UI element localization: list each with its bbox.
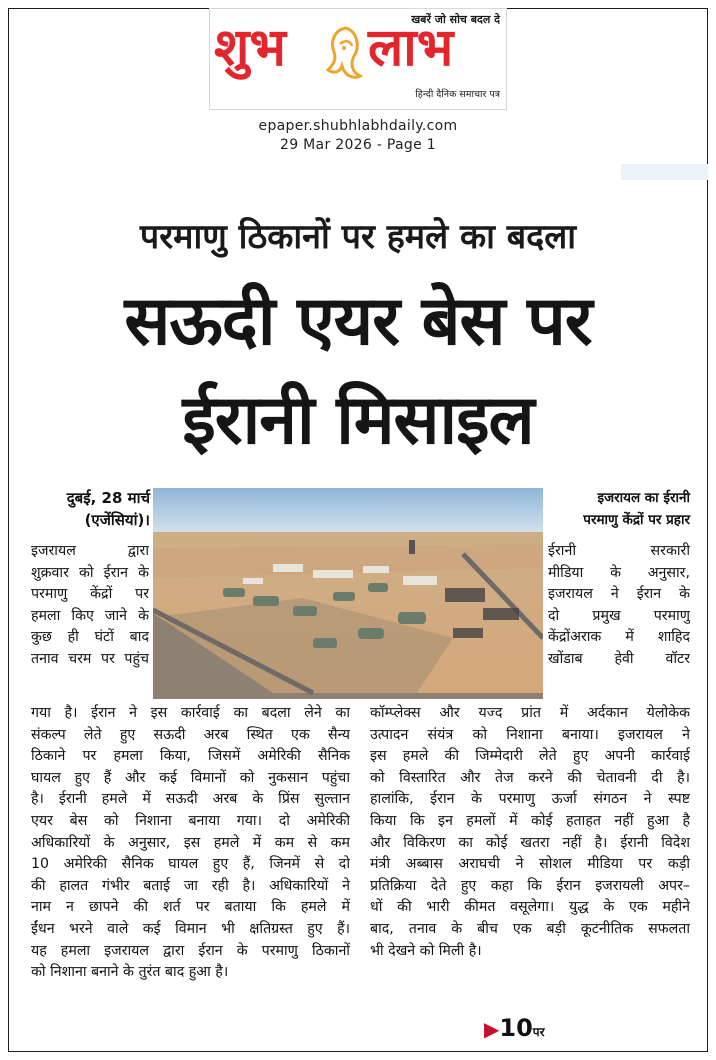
right-body-column — [370, 703, 690, 962]
text-line: यह हमला इजरायल द्वारा ईरान के परमाणु ठिकानों — [31, 942, 350, 959]
text-line: केंद्रोंअराक में शाहिद — [548, 629, 690, 646]
text-line: संकल्प लेते हुए सऊदी अरब स्थित एक सैन्य — [31, 726, 350, 743]
kicker-headline: परमाणु ठिकानों पर हमले का बदला — [139, 217, 577, 257]
text-line: तनाव चरम पर पहुंच — [31, 650, 149, 667]
decorative-strip — [621, 164, 708, 180]
text-line: एयर बेस को निशाना बनाया गया। दो अमेरिकी — [31, 812, 350, 829]
continued-page-number: 10 — [499, 1014, 533, 1042]
text-line: शुक्रवार को ईरान के — [31, 564, 149, 581]
side-subheading-line-1: इजरायल का ईरानी — [597, 490, 690, 506]
side-subheading-line-2: परमाणु केंद्रों पर प्रहार — [583, 512, 690, 528]
epaper-site: epaper.shubhlabhdaily.com — [258, 118, 458, 134]
right-narrow-column — [548, 541, 690, 671]
air-base-photo — [153, 488, 543, 699]
triangle-right-icon: ▶ — [484, 1017, 500, 1041]
text-line: खोंडाब हेवी वॉटर — [548, 650, 690, 667]
text-line: ईरानी सरकारी — [548, 543, 690, 559]
main-headline-line-2: ईरानी मिसाइल — [182, 381, 534, 460]
continued-suffix: पर — [532, 1025, 545, 1039]
text-line: भी देखने को मिली है। — [370, 942, 482, 959]
text-line: इजरायल द्वारा — [31, 543, 149, 559]
text-line: मंत्री अब्बास अराघची ने सोशल मीडिया पर कड़ी — [370, 856, 690, 873]
text-line: परमाणु केंद्रों पर — [31, 586, 149, 603]
text-line: इस हमले की जिम्मेदारी लेते हुए अपनी कार्रवाई — [370, 748, 690, 765]
text-line: हालांकि, ईरान के परमाणु ऊर्जा संगठन ने स्पष्ट — [370, 791, 690, 808]
text-line: गया है। ईरान ने इस कार्रवाई का बदला लेने का — [31, 705, 350, 721]
text-line: घायल हुए हैं और कई विमानों को नुकसान पहुंचा — [31, 769, 350, 786]
edition-date-page: 29 Mar 2026 - Page 1 — [280, 137, 436, 153]
text-line: नाम न छापने की शर्त पर बताया कि हमले में — [31, 899, 350, 916]
text-line: धों की भारी कीमत वसूलेगा। युद्ध के एक महीने — [370, 899, 690, 916]
logo-word-shubh: शुभ — [214, 18, 286, 78]
text-line: को निशाना बनाने के तुरंत बाद हुआ है। — [31, 964, 229, 981]
side-subheading — [548, 487, 690, 531]
text-line: बाद, तनाव के बीच एक बड़ी कूटनीतिक सफलता — [370, 920, 690, 937]
text-line: की हालत गंभीर बताई जा रही है। अधिकारियों ने — [31, 877, 350, 894]
text-line: दो प्रमुख परमाणु — [548, 607, 690, 624]
text-line: को विस्तारित और तेज करने की चेतावनी दी है। — [370, 769, 690, 786]
text-line: ईंधन भरने वाले कई विमान भी क्षतिग्रस्त हुए हैं। — [31, 920, 350, 937]
main-headline-line-1: सऊदी एयर बेस पर — [124, 282, 592, 361]
text-line: कॉम्प्लेक्स और यज्द प्रांत में अर्दकान येलोकेक — [370, 705, 690, 721]
text-line: ठिकाने पर हमला किया, जिसमें अमेरिकी सैनिक — [31, 748, 350, 765]
text-line: इजरायल ने ईरान के — [548, 586, 690, 603]
text-line: अधिकारियों के अनुसार, इस हमले में कम से कम — [31, 834, 350, 851]
masthead-tagline: खबरें जो सोच बदल दे — [411, 13, 500, 26]
masthead-subtag: हिन्दी दैनिक समाचार पत्र — [415, 89, 500, 100]
logo-word-labh: लाभ — [368, 18, 454, 78]
text-line: है। ईरानी हमले में सऊदी अरब के प्रिंस सुल्तान — [31, 791, 350, 808]
text-line: प्रतिक्रिया देते हुए कहा कि ईरान इजरायली अपर– — [370, 877, 690, 894]
continued-on-page[interactable] — [484, 1014, 545, 1042]
left-narrow-column — [31, 541, 149, 671]
dateline-place-date: दुबई, 28 मार्च — [66, 489, 150, 507]
text-line: कुछ ही घंटों बाद — [31, 629, 149, 646]
ganesha-emblem-icon — [322, 22, 368, 84]
text-line: हमला किए जाने के — [31, 607, 149, 624]
dateline-agency: (एजेंसियां)। — [84, 511, 150, 529]
text-line: किया कि इन हमलों में कोई हताहत नहीं हुआ है — [370, 812, 690, 829]
text-line: और विकिरण का कोई खतरा नहीं है। ईरानी विदेश — [370, 834, 690, 851]
text-line: उत्पादन संयंत्र को निशाना बनाया। इजरायल ने — [370, 726, 690, 743]
text-line: मीडिया के अनुसार, — [548, 564, 690, 581]
text-line: 10 अमेरिकी सैनिक घायल हुए हैं, जिनमें से दो — [31, 856, 350, 873]
dateline — [28, 487, 150, 531]
left-body-column — [31, 703, 350, 984]
